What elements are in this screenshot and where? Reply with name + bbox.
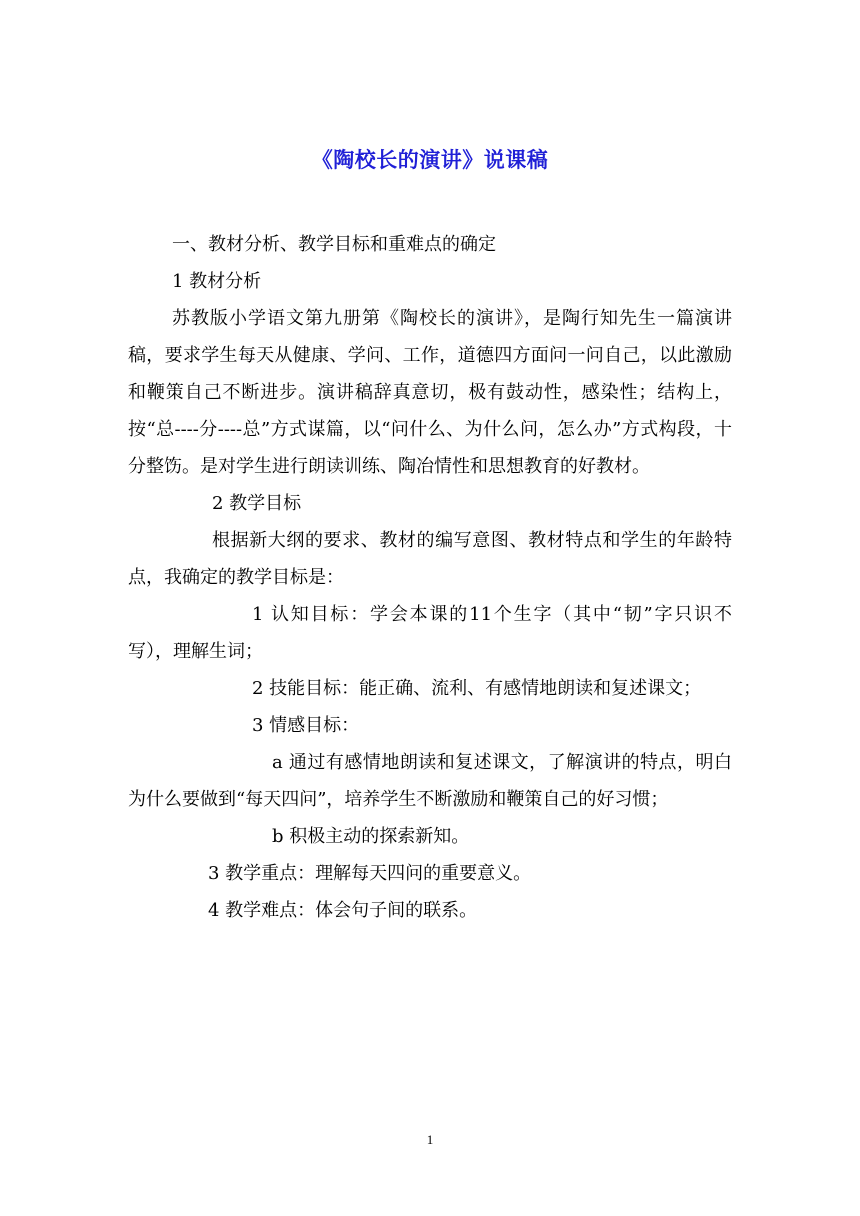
page-number: 1	[426, 1132, 434, 1147]
document-title: 《陶校长的演讲》说课稿	[311, 147, 549, 172]
subsection-heading: 1 教材分析	[172, 271, 262, 292]
subsection-heading: 2 教学目标	[212, 493, 302, 514]
list-item: 4 教学难点：体会句子间的联系。	[208, 900, 478, 921]
list-item: 3 教学重点：理解每天四问的重要意义。	[208, 863, 532, 884]
paragraph: 根据新大纲的要求、教材的编写意图、教材特点和学生的年龄特点，我确定的教学目标是：	[128, 530, 732, 588]
list-item: a 通过有感情地朗读和复述课文，了解演讲的特点，明白为什么要做到“每天四问”，培养学生不断激励和鞭策自己的好习惯；	[128, 752, 732, 810]
list-item: 3 情感目标：	[252, 715, 360, 736]
document-body	[128, 226, 732, 929]
list-item: 2 技能目标：能正确、流利、有感情地朗读和复述课文；	[252, 678, 702, 699]
section-heading: 一、教材分析、教学目标和重难点的确定	[172, 234, 496, 255]
list-item: b 积极主动的探索新知。	[272, 826, 470, 847]
list-item: 1 认知目标：学会本课的11个生字（其中“韧”字只识不写），理解生词；	[128, 604, 732, 662]
paragraph: 苏教版小学语文第九册第《陶校长的演讲》，是陶行知先生一篇演讲稿，要求学生每天从健康、学问、工作，道德四方面问一问自己，以此激励和鞭策自己不断进步。演讲稿辞真意切，极有鼓动性，感染性；结构上，按“总----分----总”方式谋篇，以“问什么、为什么问，怎么办”方式构段，十分整饬。是对学生进行朗读训练、陶冶情性和思想教育的好教材。	[128, 308, 732, 477]
